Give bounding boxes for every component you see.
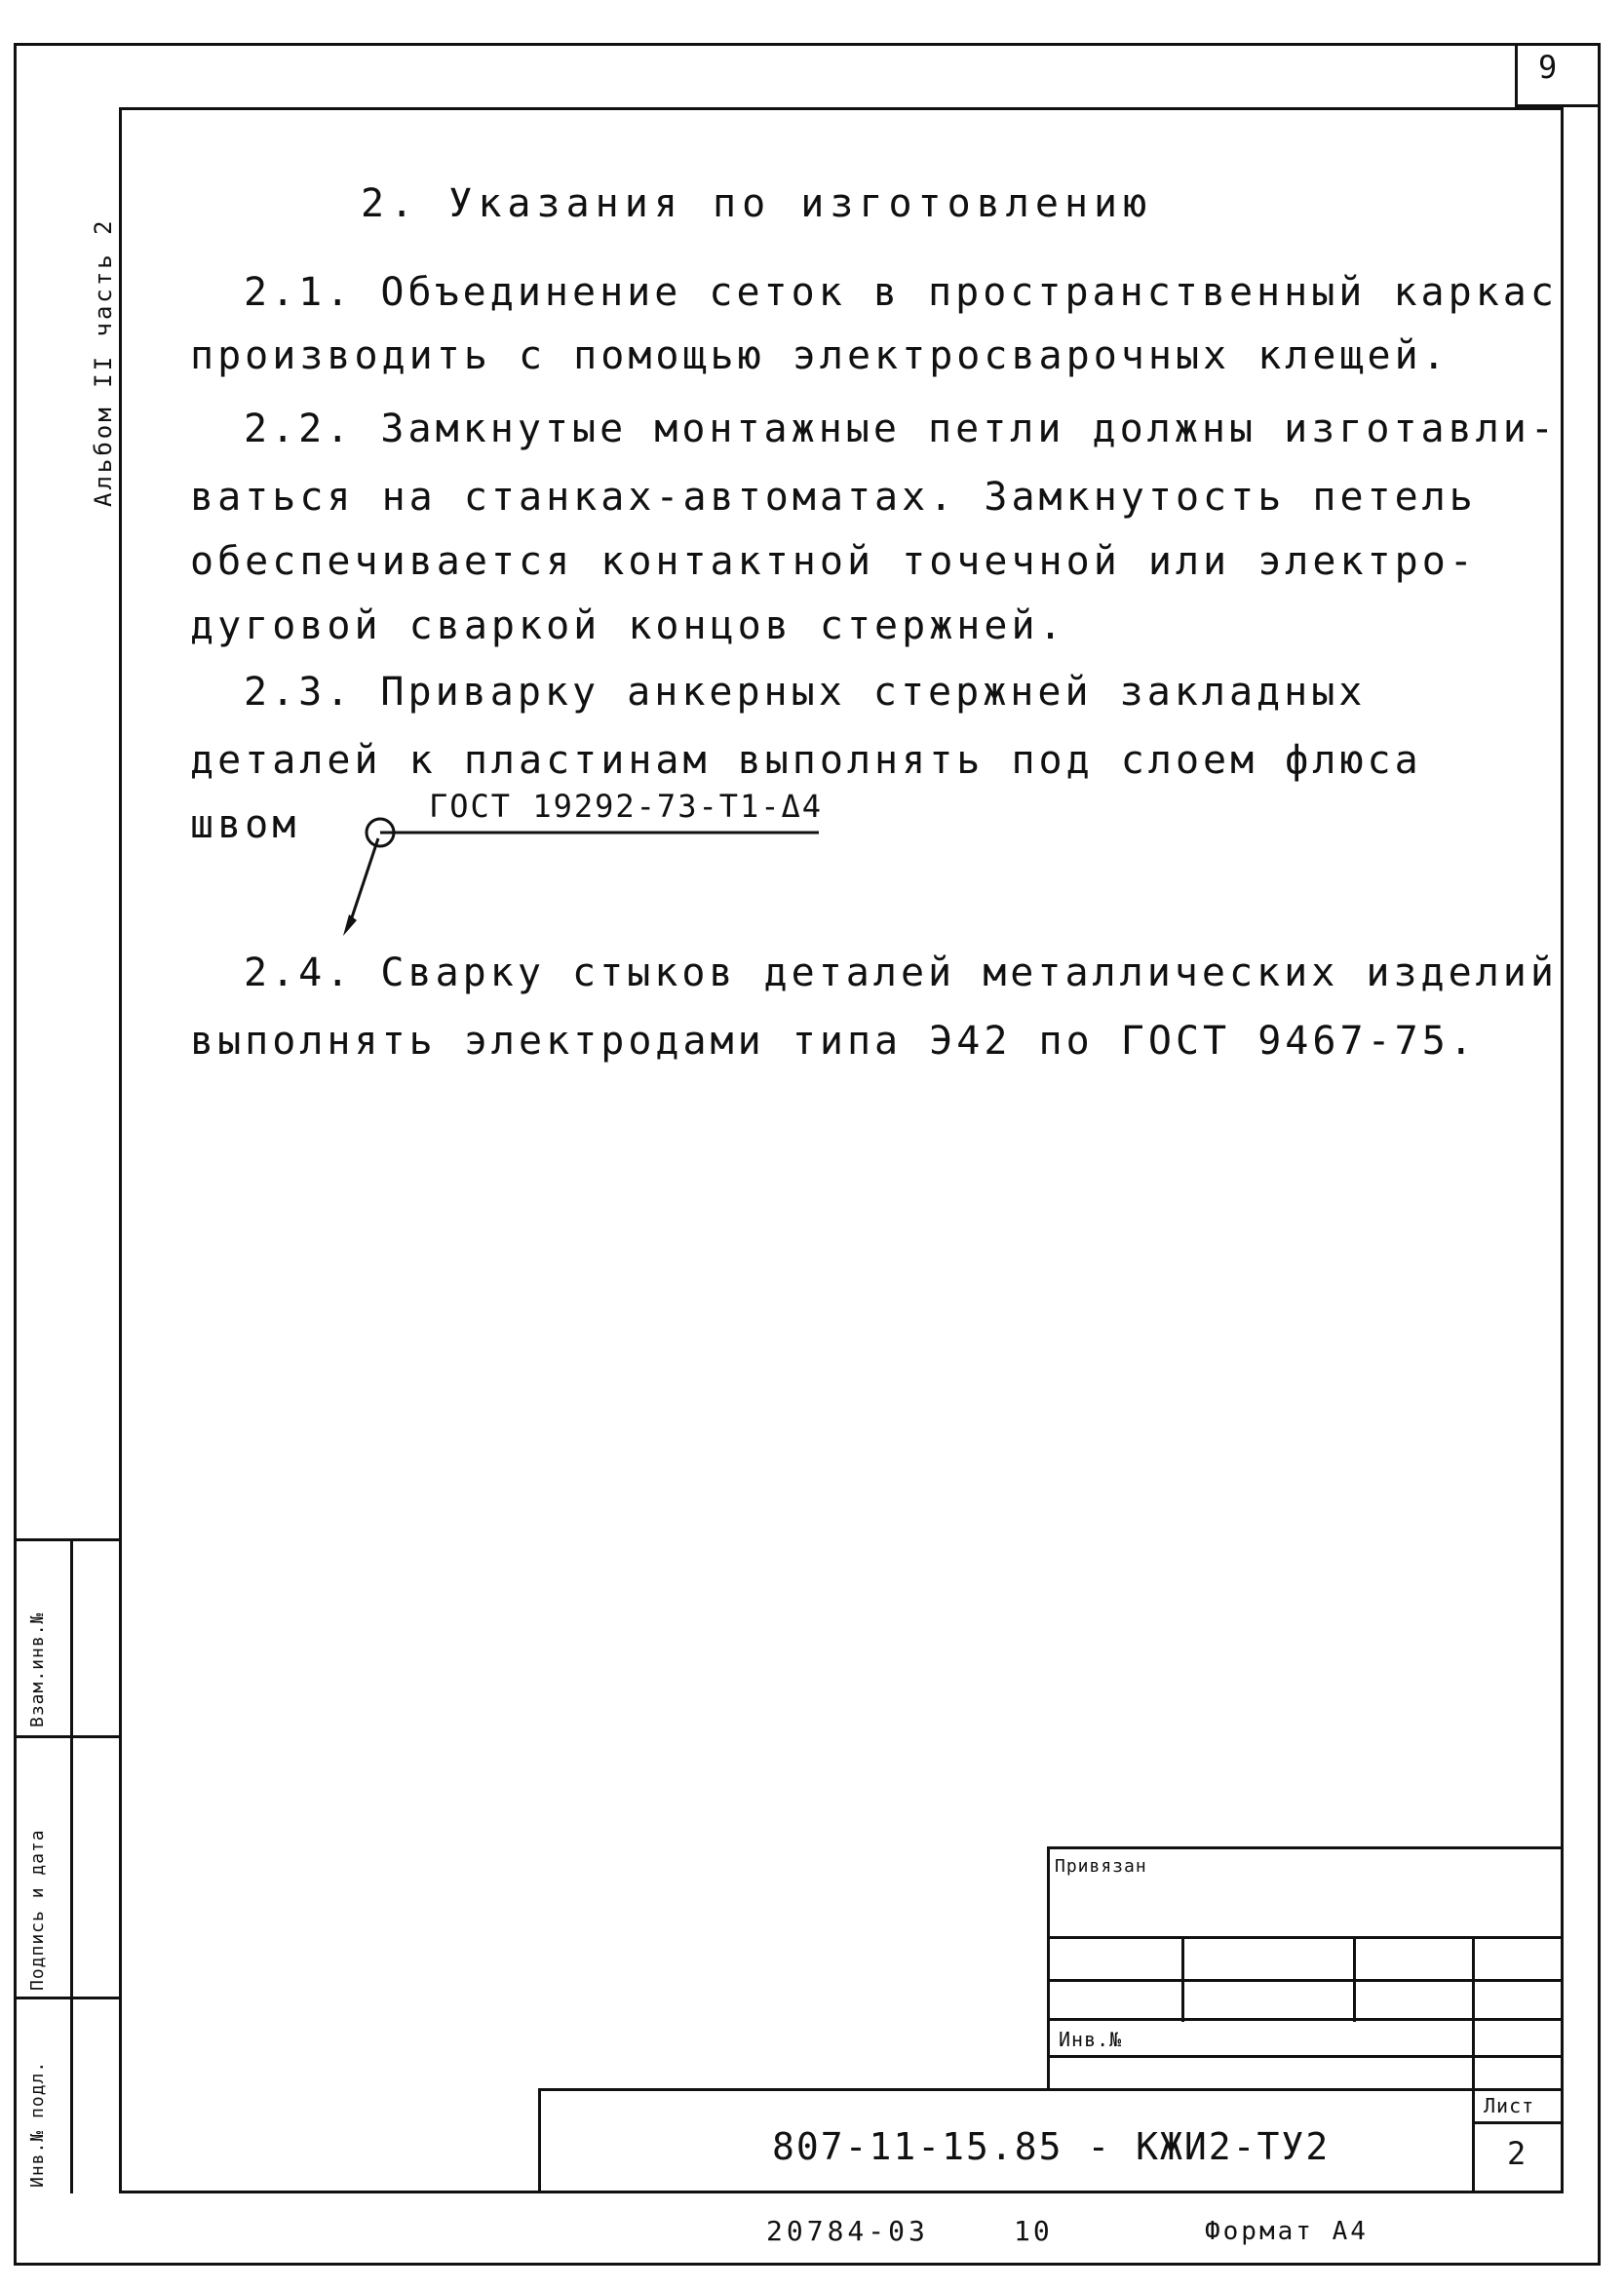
attached-label: Привязан xyxy=(1055,1856,1147,1877)
stamp-divider-2 xyxy=(14,1997,119,1999)
tb-v1 xyxy=(1181,1936,1184,2022)
text-line-6: дуговой сваркой концов стержней. xyxy=(190,603,1066,648)
footer-page: 10 xyxy=(1014,2215,1053,2247)
text-line-9: швом xyxy=(190,802,300,847)
inv-label: Инв.№ xyxy=(1059,2028,1123,2051)
album-part-label: Альбом II часть 2 xyxy=(90,217,117,507)
text-line-7: 2.3. Приварку анкерных стержней закладных xyxy=(244,670,1367,715)
text-line-11: выполнять электродами типа Э42 по ГОСТ 9467-75. xyxy=(190,1019,1477,1064)
tb-h3 xyxy=(1047,2018,1564,2021)
tb-h4 xyxy=(1047,2055,1564,2058)
text-line-10: 2.4. Сварку стыков деталей металлических изделий xyxy=(244,951,1558,995)
text-line-2: производить с помощью электросварочных клещей. xyxy=(190,333,1450,378)
section-heading: 2. Указания по изготовлению xyxy=(361,181,1153,226)
tb-h2 xyxy=(1047,1979,1564,1982)
text-line-8: деталей к пластинам выполнять под слоем флюса xyxy=(190,738,1422,783)
text-line-4: ваться на станках-автоматах. Замкнутость петель xyxy=(190,475,1477,520)
text-line-3: 2.2. Замкнутые монтажные петли должны изготавли- xyxy=(244,407,1558,451)
stamp-label-inv: Инв.№ подл. xyxy=(27,2060,48,2188)
sheet-label: Лист xyxy=(1484,2094,1535,2117)
tb-h1 xyxy=(1047,1936,1564,1939)
weld-callout: ГОСТ 19292-73-Т1-Δ4 xyxy=(429,788,824,825)
corner-number: 9 xyxy=(1538,49,1561,86)
text-line-5: обеспечивается контактной точечной или электро- xyxy=(190,539,1477,584)
title-block-upper xyxy=(1047,1846,1564,2088)
tb-sheet-divider-h xyxy=(1472,2121,1564,2124)
tb-sheet-divider-v xyxy=(1472,2055,1475,2193)
document-designation: 807-11-15.85 - КЖИ2-ТУ2 xyxy=(772,2125,1331,2168)
footer-format: Формат А4 xyxy=(1205,2217,1369,2246)
footer-code: 20784-03 xyxy=(766,2215,929,2247)
tb-v2 xyxy=(1353,1936,1356,2022)
stamp-label-replace: Взам.инв.№ xyxy=(27,1611,48,1727)
text-line-1: 2.1. Объединение сеток в пространственный каркас xyxy=(244,270,1558,315)
stamp-label-signature: Подпись и дата xyxy=(27,1829,48,1991)
sheet-number: 2 xyxy=(1507,2135,1529,2172)
stamp-divider-vertical xyxy=(70,1538,73,2193)
